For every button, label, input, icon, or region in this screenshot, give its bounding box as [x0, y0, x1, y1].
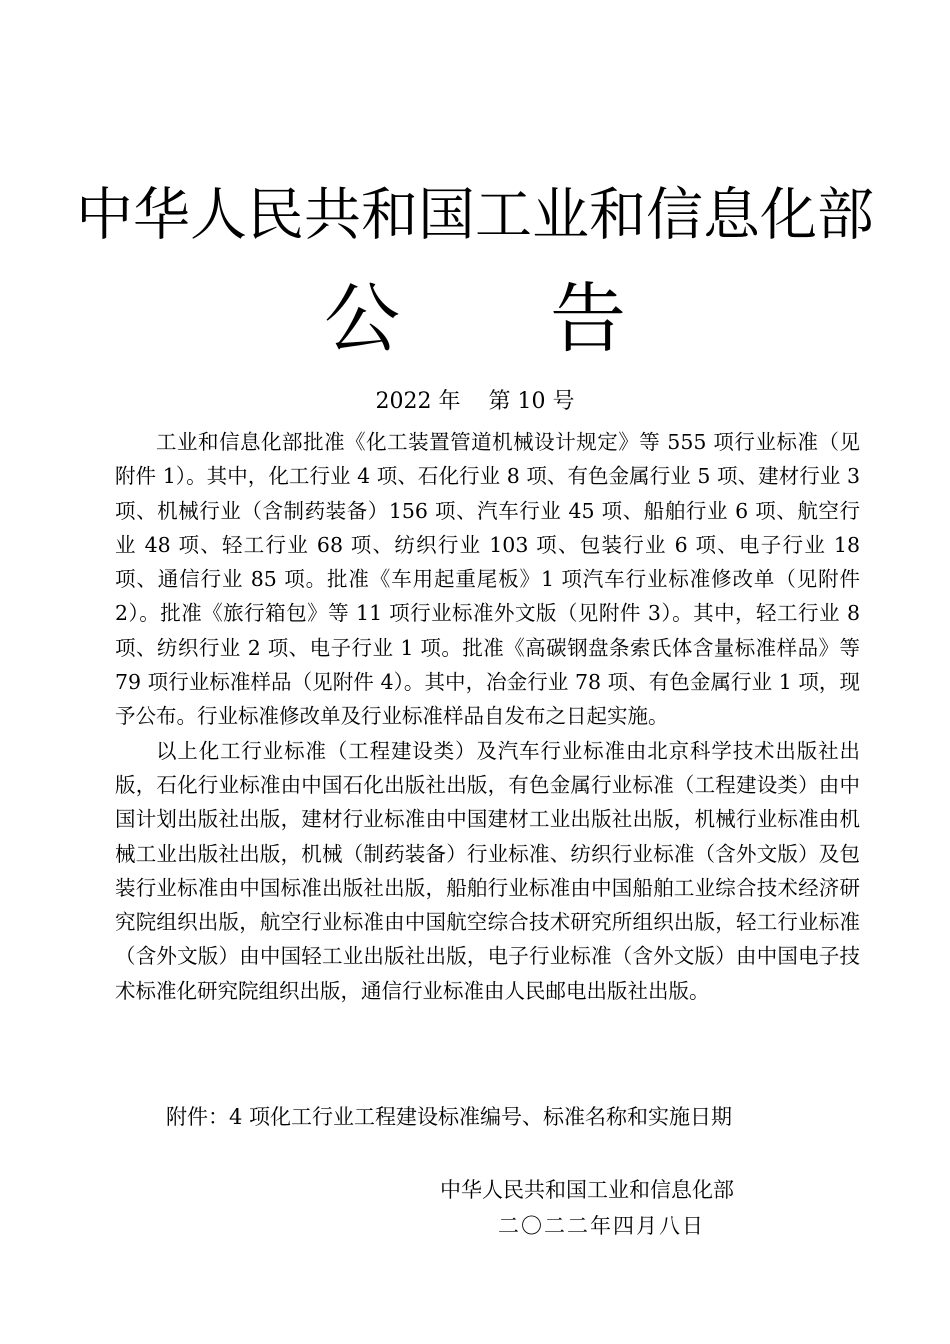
attachment-note: 附件：4 项化工行业工程建设标准编号、标准名称和实施日期 — [166, 1105, 733, 1129]
body-paragraph-2: 以上化工行业标准（工程建设类）及汽车行业标准由北京科学技术出版社出版，石化行业标准由中国石化出版社出版，有色金属行业标准（工程建设类）由中国计划出版社出版，建材行业标准由中国建材工业出版社出版，机械行业标准由机械工业出版社出版，机械（制药装备）行业标准、纺织行业标准（含外文版）及包装行业标准由中国标准出版社出版，船舶行业标准由中国船舶工业综合技术经济研究院组织出版，航空行业标准由中国航空综合技术研究所组织出版，轻工行业标准（含外文版）由中国轻工业出版社出版，电子行业标准（含外文版）由中国电子技术标准化研究院组织出版，通信行业标准由人民邮电出版社出版。 — [115, 738, 860, 1003]
signature-date: 二〇二二年四月八日 — [498, 1214, 705, 1238]
announcement-body — [115, 425, 860, 1008]
announcement-char-1: 公 — [324, 274, 400, 363]
announcement-heading — [0, 274, 950, 364]
body-paragraph-1: 工业和信息化部批准《化工装置管道机械设计规定》等 555 项行业标准（见附件 1）。其中，化工行业 4 项、石化行业 8 项、有色金属行业 5 项、建材行业 3 项、机械行业（含制药装备）156 项、汽车行业 45 项、船舶行业 6 项、航空行业 48 项、轻工行业 68 项、纺织行业 103 项、包装行业 6 项、电子行业 18 项、通信行业 85 项。批准《车用起重尾板》1 项汽车行业标准修改单（见附件 2）。批准《旅行箱包》等 11 项行业标准外文版（见附件 3）。其中，轻工行业 8 项、纺织行业 2 项、电子行业 1 项。批准《高碳钢盘条索氏体含量标准样品》等 79 项行业标准样品（见附件 4）。其中，冶金行业 78 项、有色金属行业 1 项，现予公布。行业标准修改单及行业标准样品自发布之日起实施。 — [115, 430, 860, 729]
signature-organization: 中华人民共和国工业和信息化部 — [440, 1178, 734, 1202]
signature-block — [440, 1172, 820, 1244]
document-number: 2022 年 第 10 号 — [375, 389, 575, 414]
ministry-title: 中华人民共和国工业和信息化部 — [76, 182, 874, 248]
announcement-char-2: 告 — [550, 274, 626, 363]
